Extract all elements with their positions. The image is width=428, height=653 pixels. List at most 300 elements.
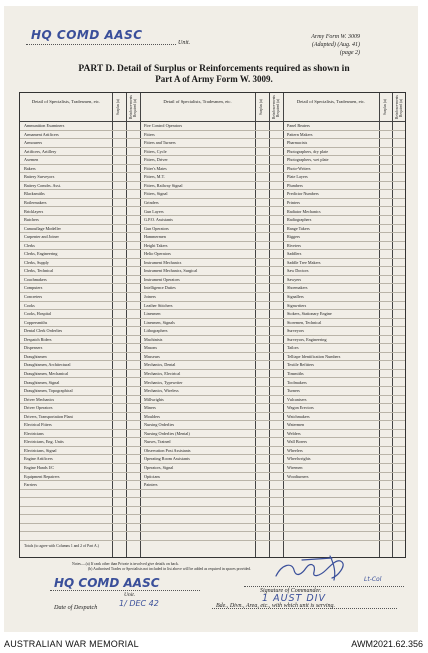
tally-cell xyxy=(255,473,269,482)
tally-cell xyxy=(126,473,140,482)
table-row-label: Instrument Mechanics xyxy=(140,259,255,268)
tally-cell xyxy=(379,507,392,516)
tally-cell xyxy=(392,216,405,225)
form-ref-line: (page 2) xyxy=(339,50,360,56)
table-row-label: Saw Doctors xyxy=(283,267,379,276)
tally-cell xyxy=(255,165,269,174)
tally-cell xyxy=(126,336,140,345)
tally-cell xyxy=(126,421,140,430)
tally-cell xyxy=(379,336,392,345)
table-row-label: Painters xyxy=(140,481,255,490)
tally-cell xyxy=(392,438,405,447)
title-line: PART D. Detail of Surplus or Reinforcements required as shown in xyxy=(78,64,350,74)
tally-cell xyxy=(126,344,140,353)
tally-cell xyxy=(269,242,283,251)
tally-cell xyxy=(379,216,392,225)
tally-cell xyxy=(126,148,140,157)
tally-cell xyxy=(269,190,283,199)
tally-cell xyxy=(269,430,283,439)
tally-cell xyxy=(126,259,140,268)
tally-cell xyxy=(269,404,283,413)
tally-cell xyxy=(379,327,392,336)
tally-cell xyxy=(126,507,140,516)
table-row-label: Masons xyxy=(140,344,255,353)
tally-cell xyxy=(379,447,392,456)
tally-cell xyxy=(126,361,140,370)
table-row-label: Gun Operators xyxy=(140,225,255,234)
table-row-label: Sawyers xyxy=(283,276,379,285)
table-row-label: Fitters, Driver xyxy=(140,156,255,165)
tally-cell xyxy=(112,524,126,533)
tally-cell xyxy=(126,379,140,388)
despatch-date-handwriting: 1/ DEC 42 xyxy=(119,599,159,608)
tally-cell xyxy=(112,122,126,131)
tally-cell xyxy=(255,199,269,208)
tally-cell xyxy=(392,190,405,199)
tally-cell xyxy=(112,490,126,499)
tally-cell xyxy=(392,276,405,285)
specialists-table xyxy=(19,92,406,558)
tally-cell xyxy=(126,182,140,191)
table-row-label: Bricklayers xyxy=(20,208,112,217)
tally-cell xyxy=(392,413,405,422)
tally-cell xyxy=(392,242,405,251)
tally-cell xyxy=(392,259,405,268)
tally-cell xyxy=(126,284,140,293)
formation-handwriting: 1 AUST DIV xyxy=(262,593,326,604)
blank-row xyxy=(140,524,255,533)
table-row-label: Fitters xyxy=(140,131,255,140)
form-ref-line: Army Form W. 3009 xyxy=(311,34,360,40)
tally-cell xyxy=(379,524,392,533)
tally-cell xyxy=(392,515,405,524)
table-row-label: Shoemakers xyxy=(283,284,379,293)
tally-cell xyxy=(269,310,283,319)
tally-cell xyxy=(255,276,269,285)
tally-cell xyxy=(112,216,126,225)
tally-cell xyxy=(269,259,283,268)
tally-cell xyxy=(269,148,283,157)
tally-cell xyxy=(269,122,283,131)
tally-cell xyxy=(392,507,405,516)
tally-cell xyxy=(255,490,269,499)
tally-cell xyxy=(126,276,140,285)
table-row-label: Storemen, Technical xyxy=(283,319,379,328)
tally-cell xyxy=(255,190,269,199)
blank-row xyxy=(283,507,379,516)
tally-cell xyxy=(269,421,283,430)
tally-cell xyxy=(392,293,405,302)
table-row-label: Woodturners xyxy=(283,473,379,482)
table-row-label: Surveyors, Engineering xyxy=(283,336,379,345)
footer-accession-number: AWM2021.62.356 xyxy=(351,639,423,649)
table-row-label: Electricians, Signal xyxy=(20,447,112,456)
tally-cell xyxy=(112,421,126,430)
tally-cell xyxy=(112,225,126,234)
table-row-label: Hammermen xyxy=(140,233,255,242)
tally-cell xyxy=(269,353,283,362)
tally-cell xyxy=(112,344,126,353)
tally-cell xyxy=(379,413,392,422)
table-row-label: Driver Mechanics xyxy=(20,396,112,405)
tally-cell xyxy=(112,250,126,259)
table-row-label: Fitter's Mates xyxy=(140,165,255,174)
table-row-label: Gun Layers xyxy=(140,208,255,217)
tally-cell xyxy=(112,404,126,413)
tally-cell xyxy=(379,404,392,413)
tally-cell xyxy=(269,182,283,191)
table-row-label: Millwrights xyxy=(140,396,255,405)
blank-row xyxy=(20,532,112,541)
table-row-label: Miners xyxy=(140,404,255,413)
tally-cell xyxy=(269,327,283,336)
table-row-label: Blacksmiths xyxy=(20,190,112,199)
tally-cell xyxy=(112,131,126,140)
table-row-label: Draughtsmen, Topographical xyxy=(20,387,112,396)
tally-cell xyxy=(379,156,392,165)
tally-cell xyxy=(269,387,283,396)
tally-cell xyxy=(126,250,140,259)
tally-cell xyxy=(379,250,392,259)
tally-cell xyxy=(112,455,126,464)
table-row-label: Mechanics, Electrical xyxy=(140,370,255,379)
tally-cell xyxy=(126,404,140,413)
table-row-label: Radiator Mechanics xyxy=(283,208,379,217)
tally-cell xyxy=(112,353,126,362)
tally-cell xyxy=(379,208,392,217)
tally-cell xyxy=(269,490,283,499)
tally-cell xyxy=(112,190,126,199)
table-row-label: Mechanics, Dental xyxy=(140,361,255,370)
tally-cell xyxy=(112,139,126,148)
unit-handwriting: HQ COMD AASC xyxy=(31,28,143,42)
tally-cell xyxy=(269,498,283,507)
blank-row xyxy=(20,490,112,499)
footer-institution: AUSTRALIAN WAR MEMORIAL xyxy=(4,639,139,649)
tally-cell xyxy=(392,233,405,242)
form-title xyxy=(54,64,374,84)
tally-cell xyxy=(392,524,405,533)
tally-cell xyxy=(112,199,126,208)
blank-row xyxy=(20,498,112,507)
tally-cell xyxy=(112,242,126,251)
tally-cell xyxy=(392,379,405,388)
tally-cell xyxy=(392,165,405,174)
tally-cell xyxy=(126,267,140,276)
table-row-label: Radiographers xyxy=(283,216,379,225)
tally-cell xyxy=(255,507,269,516)
tally-cell xyxy=(379,387,392,396)
form-ref-line: (Adapted) (Aug. 41) xyxy=(311,42,360,48)
tally-cell xyxy=(126,122,140,131)
tally-cell xyxy=(126,455,140,464)
tally-cell xyxy=(269,413,283,422)
table-row-label: Welders xyxy=(283,430,379,439)
table-row-label: Instrument Operators xyxy=(140,276,255,285)
table-row-label: Carpenter and Joiner xyxy=(20,233,112,242)
tally-cell xyxy=(269,225,283,234)
tally-cell xyxy=(112,319,126,328)
table-row-label: Panel Beaters xyxy=(283,122,379,131)
tally-cell xyxy=(126,310,140,319)
tally-cell xyxy=(379,532,392,541)
tally-cell xyxy=(126,490,140,499)
tally-cell xyxy=(255,173,269,182)
reinforcements-header: Reinforce-ments Required (a) xyxy=(269,93,283,122)
tally-cell xyxy=(126,293,140,302)
tally-cell xyxy=(392,182,405,191)
table-row-label: Stokers, Stationary Engine xyxy=(283,310,379,319)
tally-cell xyxy=(379,182,392,191)
tally-cell xyxy=(255,353,269,362)
tally-cell xyxy=(269,208,283,217)
tally-cell xyxy=(126,413,140,422)
tally-cell xyxy=(255,225,269,234)
table-row-label: Riveters xyxy=(283,242,379,251)
tally-cell xyxy=(269,370,283,379)
tally-cell xyxy=(269,293,283,302)
tally-cell xyxy=(269,455,283,464)
tally-cell xyxy=(379,199,392,208)
tally-cell xyxy=(255,242,269,251)
tally-cell xyxy=(255,455,269,464)
table-row-label: Mechanics, Typewriter xyxy=(140,379,255,388)
tally-cell xyxy=(379,515,392,524)
table-row-label: Clerks, Technical xyxy=(20,267,112,276)
tally-cell xyxy=(112,447,126,456)
formation-label: Bde., Divn., Area, etc., with which unit is serving. xyxy=(216,603,335,609)
tally-cell xyxy=(255,413,269,422)
tally-cell xyxy=(379,190,392,199)
tally-cell xyxy=(112,387,126,396)
tally-cell xyxy=(255,481,269,490)
archive-footer xyxy=(0,636,428,653)
tally-cell xyxy=(379,131,392,140)
tally-cell xyxy=(112,473,126,482)
tally-cell xyxy=(269,532,283,541)
tally-cell xyxy=(126,370,140,379)
table-row-label: Armament Artificers xyxy=(20,131,112,140)
tally-cell xyxy=(379,353,392,362)
table-row-label: Battery Comdrs. Asst. xyxy=(20,182,112,191)
table-row-label: Draughtsmen xyxy=(20,353,112,362)
tally-cell xyxy=(392,336,405,345)
tally-cell xyxy=(255,310,269,319)
tally-cell xyxy=(392,319,405,328)
table-row-label: Signallers xyxy=(283,293,379,302)
table-row-label: Dispensers xyxy=(20,344,112,353)
totals-label: Totals (to agree with Columns 1 and 2 of Part A.) xyxy=(24,544,99,548)
tally-cell xyxy=(126,387,140,396)
tally-cell xyxy=(255,438,269,447)
tally-cell xyxy=(112,507,126,516)
tally-cell xyxy=(269,319,283,328)
tally-cell xyxy=(379,302,392,311)
table-row-label: Farriers xyxy=(20,481,112,490)
tally-cell xyxy=(269,344,283,353)
tally-cell xyxy=(112,370,126,379)
table-row-label: Surveyors xyxy=(283,327,379,336)
table-row-label: Tinsmiths xyxy=(283,370,379,379)
table-row-label: Saddlers xyxy=(283,250,379,259)
table-row-label: Clerks, Engineering xyxy=(20,250,112,259)
tally-cell xyxy=(126,216,140,225)
tally-cell xyxy=(255,208,269,217)
table-row-label: Fitters, Signal xyxy=(140,190,255,199)
form-paper xyxy=(4,6,418,632)
tally-cell xyxy=(379,473,392,482)
tally-cell xyxy=(379,464,392,473)
tally-cell xyxy=(255,421,269,430)
column-header: Detail of Specialists, Tradesmen, etc. xyxy=(140,93,255,122)
tally-cell xyxy=(379,455,392,464)
tally-cell xyxy=(379,276,392,285)
tally-cell xyxy=(126,396,140,405)
tally-cell xyxy=(392,447,405,456)
tally-cell xyxy=(255,464,269,473)
tally-cell xyxy=(112,532,126,541)
table-row-label: Opticians xyxy=(140,473,255,482)
tally-cell xyxy=(255,387,269,396)
table-row-label: Lithographers xyxy=(140,327,255,336)
title-line: Part A of Army Form W. 3009. xyxy=(155,74,273,84)
tally-cell xyxy=(379,490,392,499)
tally-cell xyxy=(392,139,405,148)
table-row-label: Plate Layers xyxy=(283,173,379,182)
unit-handwriting-bottom: HQ COMD AASC xyxy=(54,576,160,590)
tally-cell xyxy=(255,250,269,259)
tally-cell xyxy=(269,473,283,482)
table-row-label: Joiners xyxy=(140,293,255,302)
tally-cell xyxy=(126,190,140,199)
tally-cell xyxy=(255,370,269,379)
tally-cell xyxy=(126,242,140,251)
tally-cell xyxy=(392,344,405,353)
table-row-label: Butchers xyxy=(20,216,112,225)
tally-cell xyxy=(379,173,392,182)
tally-cell xyxy=(392,490,405,499)
tally-cell xyxy=(112,293,126,302)
table-row-label: Electricians, Eng. Units xyxy=(20,438,112,447)
tally-cell xyxy=(392,387,405,396)
tally-cell xyxy=(126,524,140,533)
blank-row xyxy=(140,507,255,516)
tally-cell xyxy=(392,284,405,293)
table-row-label: Linesmen, Signals xyxy=(140,319,255,328)
tally-cell xyxy=(112,379,126,388)
tally-cell xyxy=(126,156,140,165)
table-row-label: Dental Clerk Orderlies xyxy=(20,327,112,336)
tally-cell xyxy=(126,165,140,174)
table-row-label: Camouflage Modeller xyxy=(20,225,112,234)
tally-cell xyxy=(379,438,392,447)
tally-cell xyxy=(255,156,269,165)
tally-cell xyxy=(126,438,140,447)
table-row-label: Draughtsmen, Signal xyxy=(20,379,112,388)
tally-cell xyxy=(379,139,392,148)
blank-row xyxy=(283,524,379,533)
tally-cell xyxy=(269,515,283,524)
tally-cell xyxy=(392,353,405,362)
table-row-label: Telltape Identification Numbers xyxy=(283,353,379,362)
despatch-label: Date of Despatch xyxy=(54,604,98,611)
tally-cell xyxy=(269,139,283,148)
table-row-label: Photographers, wet plate xyxy=(283,156,379,165)
table-row-label: Linesmen xyxy=(140,310,255,319)
table-row-label: Armourers xyxy=(20,139,112,148)
tally-cell xyxy=(392,481,405,490)
tally-cell xyxy=(126,481,140,490)
table-row-label: Concreters xyxy=(20,293,112,302)
tally-cell xyxy=(255,379,269,388)
tally-cell xyxy=(379,225,392,234)
tally-cell xyxy=(112,327,126,336)
column-header: Detail of Specialists, Tradesmen, etc. xyxy=(20,93,112,122)
tally-cell xyxy=(379,165,392,174)
tally-cell xyxy=(126,208,140,217)
tally-cell xyxy=(126,319,140,328)
tally-cell xyxy=(255,267,269,276)
table-row-label: Fitters, Cycle xyxy=(140,148,255,157)
tally-cell xyxy=(255,344,269,353)
tally-cell xyxy=(269,199,283,208)
table-row-label: Photo-Writers xyxy=(283,165,379,174)
table-row-label: Engine Artificers xyxy=(20,455,112,464)
blank-row xyxy=(283,532,379,541)
tally-cell xyxy=(269,447,283,456)
form-reference xyxy=(311,33,360,57)
tally-cell xyxy=(379,481,392,490)
table-row-label: Watchmakers xyxy=(283,413,379,422)
tally-cell xyxy=(255,404,269,413)
tally-cell xyxy=(112,233,126,242)
tally-cell xyxy=(269,165,283,174)
tally-cell xyxy=(255,498,269,507)
tally-cell xyxy=(112,276,126,285)
surplus-header: Surplus (a) xyxy=(112,93,126,122)
blank-row xyxy=(140,490,255,499)
tally-cell xyxy=(392,473,405,482)
unit-label: Unit. xyxy=(124,592,136,598)
tally-cell xyxy=(392,396,405,405)
tally-cell xyxy=(112,438,126,447)
tally-cell xyxy=(269,156,283,165)
blank-row xyxy=(140,498,255,507)
tally-cell xyxy=(255,524,269,533)
rank-handwriting: Lt-Col xyxy=(364,576,382,583)
tally-cell xyxy=(255,302,269,311)
table-row-label: Vulcanisers xyxy=(283,396,379,405)
tally-cell xyxy=(379,242,392,251)
table-row-label: Riggers xyxy=(283,233,379,242)
blank-row xyxy=(140,515,255,524)
tally-cell xyxy=(112,267,126,276)
table-row-label: Equipment Repairers xyxy=(20,473,112,482)
tally-cell xyxy=(269,173,283,182)
table-row-label: Grinders xyxy=(140,199,255,208)
tally-cell xyxy=(112,284,126,293)
table-row-label: Wheelers xyxy=(283,447,379,456)
unit-label: Unit. xyxy=(178,40,191,46)
table-row-label: Cooks, Hospital xyxy=(20,310,112,319)
tally-cell xyxy=(126,302,140,311)
tally-cell xyxy=(126,139,140,148)
tally-cell xyxy=(269,481,283,490)
tally-cell xyxy=(126,447,140,456)
tally-cell xyxy=(255,336,269,345)
tally-cell xyxy=(392,498,405,507)
tally-cell xyxy=(255,396,269,405)
